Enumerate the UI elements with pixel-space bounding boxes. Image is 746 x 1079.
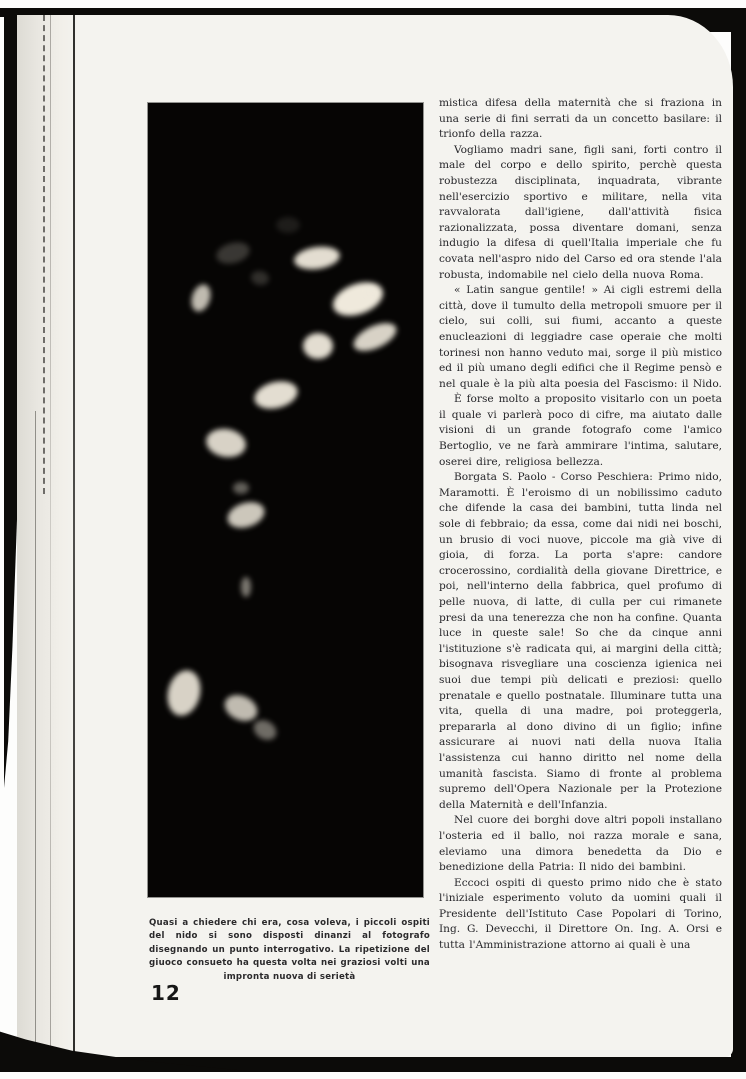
scan-frame-right [731,8,746,1072]
page-edge-stack [17,15,79,1057]
article-paragraph: Eccoci ospiti di questo primo nido che è stato l'iniziale esperimento voluto da uomini quali il Presidente dell'Istituto Case Popolari di Torino, Ing. G. Devecchi, il Direttore On. Ing. A. Orsi e tutta l'Amministrazione attorno ai quali è una [439,876,722,952]
article-paragraph: È forse molto a proposito visitarlo con un poeta il quale vi parlerà poco di cifre, ma aiutato dalle visioni di un grande fotografo come l'amico Bertoglio, ve ne farà ammirare l'intima, salutare, oserei dire, religiosa bellezza. [439,393,722,468]
article-column [439,96,722,954]
page-number: 12 [151,981,181,1005]
nido-children-photo [148,103,423,897]
child-figure-highlight [303,333,333,359]
article-paragraph: mistica difesa della maternità che si fraziona in una serie di fini serrati da un concetto basilare: il trionfo della razza. [439,97,722,141]
child-figure-highlight [276,217,300,233]
page-edge-line [73,15,75,1057]
article-paragraph: « Latin sangue gentile! » Ai cigli estremi della città, dove il tumulto della metropoli smuore per il cielo, sui colli, sui fiumi, accanto a queste enucleazioni di leggiadre case operaie che molti torinesi non hanno veduto mai, sorge il più mistico ed il più umano degli edifici che il Regime pensò e nel quale è la più alta poesia del Fascismo: il Nido. [439,284,722,390]
magazine-page [17,15,733,1057]
page-edge-line [35,411,36,1057]
page-edge-line [50,15,51,1057]
article-paragraph: Borgata S. Paolo - Corso Peschiera: Primo nido, Maramotti. È l'eroismo di un nobilissimo caduto che difende la casa dei bambini, tutta linda nel sole di febbraio; da essa, come dai nidi nei boschi, un brusio di voci nuove, piccole ma già vive di gioia, di forza. La porta s'apre: candore crocerossino, cordialità della giovane Direttrice, e poi, nell'interno della fabbrica, quel profumo di pelle nuova, di latte, di culla per cui rimanete presi da una tenerezza che non ha confine. Quanta luce in queste sale! So che da cinque anni l'istituzione s'è radicata qui, ai margini della città; bisognava risvegliare una coscienza igienica nei suoi due tempi più delicati e preziosi: quello prenatale e quello postnatale. Illuminare tutta una vita, quella di una madre, poi proteggerla, prepararla al dono divino di un figlio; infine assicurare ai nuovi nati della nuova Italia l'assistenza cui hanno diritto nel nome della umanità fascista. Siamo di fronte al problema supremo dell'Opera Nazionale per la Protezione della Maternità e dell'Infanzia. [439,471,722,811]
child-figure-highlight [241,577,251,597]
page-edge-line [43,15,45,494]
child-figure-highlight [233,482,249,494]
article-paragraph: Nel cuore dei borghi dove altri popoli installano l'osteria ed il ballo, noi razza morale e sana, eleviamo una dimora benedetta da Dio e benedizione della Patria: Il nido dei bambini. [439,814,722,874]
article-paragraph: Vogliamo madri sane, figli sani, forti contro il male del corpo e dello spirito, perchè questa robustezza disciplinata, inquadrata, vibrante nell'esercizio sportivo e militare, nella vita ravvalorata dall'igiene, dall'attività fisica razionalizzata, possa diventare domani, senza indugio la difesa di quell'Italia imperiale che fu covata nell'aspro nido del Carso ed ora stende l'ala robusta, indomabile nel cielo della nuova Roma. [439,143,722,281]
photo-canvas [148,103,423,897]
child-figure-highlight [367,287,375,295]
photo-caption: Quasi a chiedere chi era, cosa voleva, i piccoli ospiti del nido si sono disposti dinanzi al fotografo disegnando un punto interrogativo. La ripetizione del giuoco consueto ha questa volta nei graziosi volti una impronta nuova di serietà [149,917,430,982]
